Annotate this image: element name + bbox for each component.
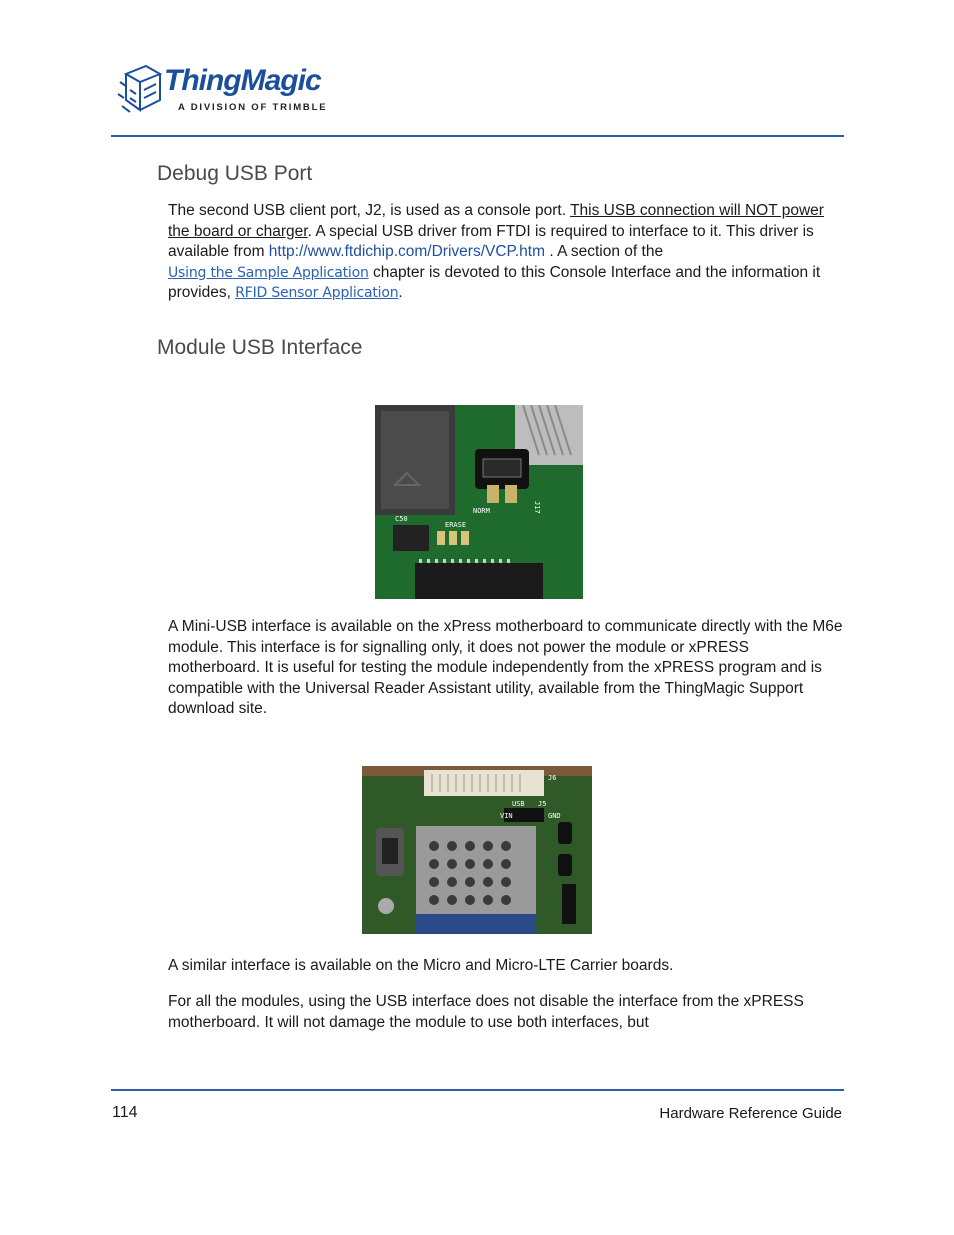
label-c50: C50 [395, 515, 408, 523]
header-rule [111, 135, 844, 137]
underlined-warning: This USB connection will NOT power the board or charger [168, 202, 824, 240]
carrier-board-paragraph: A similar interface is available on the Micro and Micro-LTE Carrier boards. [168, 957, 674, 974]
thingmagic-logo-icon [116, 60, 166, 120]
label-gnd: GND [548, 812, 561, 820]
usb-interfaces-paragraph: For all the modules, using the USB interface does not disable the interface from the xPRESS motherboard. It will not damage the module to use both interfaces, but [168, 993, 804, 1031]
xref-rfid-sensor-link[interactable]: RFID Sensor Application [235, 285, 399, 301]
xref-sample-application-link[interactable]: Using the Sample Application [168, 264, 369, 281]
text-run: The second USB client port, J2, is used as a console port. [168, 202, 571, 219]
motherboard-mini-usb-photo [375, 405, 583, 599]
text-run: chapter is devoted to this Console Interface and the information it provides, [168, 263, 821, 301]
footer-rule [111, 1089, 844, 1091]
label-erase: ERASE [445, 521, 467, 529]
module-usb-paragraph: A Mini-USB interface is available on the xPress motherboard to communicate directly with the M6e module. This interface is for signalling only, it does not power the module or xPRESS motherboard. It is useful for testing the module independently from the xPRESS program and is compatible with the Universal Reader Assistant utility, available from the ThingMagic Support download site. [168, 618, 843, 717]
text-run: . [398, 284, 403, 301]
footer-doc-title: Hardware Reference Guide [659, 1105, 842, 1122]
section-heading-module-usb: Module USB Interface [157, 336, 363, 359]
carrier-board-photo [362, 766, 592, 934]
label-usb: USB [512, 800, 525, 808]
page-number: 114 [112, 1104, 138, 1121]
logo-wordmark: ThingMagic [164, 64, 321, 97]
label-vin: VIN [500, 812, 513, 820]
text-run: . A special USB driver from FTDI is required to interface to it. This driver is available from [168, 222, 814, 260]
thingmagic-logo [112, 60, 332, 122]
text-run: . A section of the [545, 243, 664, 260]
ftdi-driver-link[interactable]: http://www.ftdichip.com/Drivers/VCP.htm [268, 243, 546, 260]
label-j6: J6 [548, 774, 557, 782]
label-j17: J17 [533, 501, 541, 514]
label-j5: J5 [538, 800, 547, 808]
section-heading-debug-usb: Debug USB Port [157, 162, 313, 185]
label-norm: NORM [473, 507, 490, 515]
debug-usb-paragraph [168, 201, 844, 304]
logo-subtitle: A DIVISION OF TRIMBLE [178, 102, 328, 113]
